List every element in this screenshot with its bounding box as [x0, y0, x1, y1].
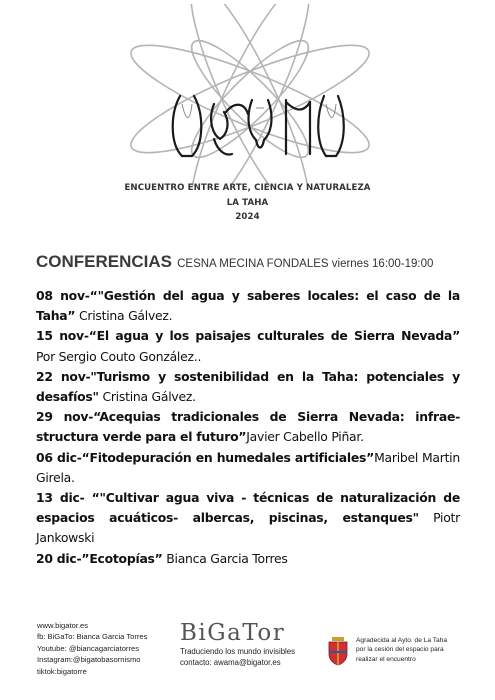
talk-title: “El agua y los paisajes culturales de Sierra Nevada” — [88, 328, 460, 344]
talk-item — [36, 448, 460, 488]
talk-date: 29 nov- — [36, 409, 94, 425]
talk-title: “"Gestión del agua y saberes locales: el caso de la Taha” — [36, 288, 460, 324]
talk-title: “Fitodepuración en humedales artificiales” — [81, 449, 375, 465]
brand-block — [180, 620, 310, 668]
talk-speaker: Por Sergio Couto González.. — [36, 348, 202, 364]
event-year: 2024 — [235, 212, 260, 222]
talk-title: ”Ecotopías” — [81, 550, 163, 566]
acknowledgement-line: Agradecida al Ayto. de La Taha — [356, 637, 448, 644]
talk-date: 13 dic- — [36, 490, 85, 506]
talk-date: 20 dic- — [36, 550, 82, 566]
orbit-logo-graphic — [110, 4, 390, 186]
talk-item — [36, 286, 460, 326]
conferences-venue-time: CESNA MECINA FONDALES viernes 16:00-19:00 — [177, 258, 434, 270]
contact-email[interactable]: contacto: awama@bigator.es — [180, 658, 281, 667]
website-link[interactable]: www.bigator.es — [37, 621, 89, 630]
talk-item — [36, 407, 460, 447]
facebook-link[interactable]: fb: BiGaTo: Bianca Garcia Torres — [37, 632, 148, 642]
acknowledgement — [356, 636, 476, 664]
instagram-link[interactable]: Instagram:@bigatobasornismo — [37, 655, 141, 665]
brand-logo: BiGaTor — [180, 620, 286, 646]
footer-links — [37, 620, 147, 677]
acknowledgement-line: por la cesión del espacio para — [356, 646, 444, 654]
talk-speaker: Maribel Martin Girela. — [36, 449, 460, 485]
talk-title: “Acequias tradicionales de Sierra Nevada: infrae-structura verde para el futuro” — [36, 409, 460, 445]
talk-title: “"Cultivar agua viva - técnicas de naturalización de espacios acuáticos- albercas, piscinas, estanques" — [36, 490, 460, 526]
town-crest-icon — [327, 636, 349, 666]
youtube-link[interactable]: Youtube: @biancagarciatorres — [37, 643, 139, 653]
tiktok-link[interactable]: tiktok:bigatorre — [37, 666, 87, 676]
talk-speaker: Cristina Gálvez. — [98, 389, 196, 405]
talk-speaker: Javier Cabello Piñar. — [246, 429, 364, 445]
talk-date: 06 dic- — [36, 449, 82, 465]
talk-speaker: Piotr Jankowski — [36, 510, 460, 546]
talk-item — [36, 367, 460, 407]
talk-item — [36, 488, 460, 549]
talk-speaker: Bianca Garcia Torres — [162, 550, 288, 566]
talk-speaker: Cristina Gálvez. — [75, 308, 173, 324]
event-place: LA TAHA — [226, 198, 269, 208]
brand-tagline: Traduciendo los mundo invisibles — [180, 647, 295, 656]
talks-list — [36, 286, 460, 569]
talk-date: 15 nov- — [36, 328, 89, 344]
acknowledgement-line: realizar el encuentro — [356, 655, 416, 663]
talk-item — [36, 549, 460, 569]
conferences-heading: CONFERENCIAS — [36, 252, 173, 271]
talk-date: 22 nov- — [36, 368, 91, 384]
event-subtitle: ENCUENTRO ENTRE ARTE, CIENCIA Y NATURALEZA — [124, 183, 371, 193]
conferences-header — [36, 252, 476, 272]
talk-date: 08 nov- — [36, 288, 90, 303]
event-logo — [110, 4, 390, 186]
talk-title: "Turismo y sostenibilidad en la Taha: potenciales y desafíos" — [36, 368, 460, 405]
talk-item — [36, 326, 460, 366]
